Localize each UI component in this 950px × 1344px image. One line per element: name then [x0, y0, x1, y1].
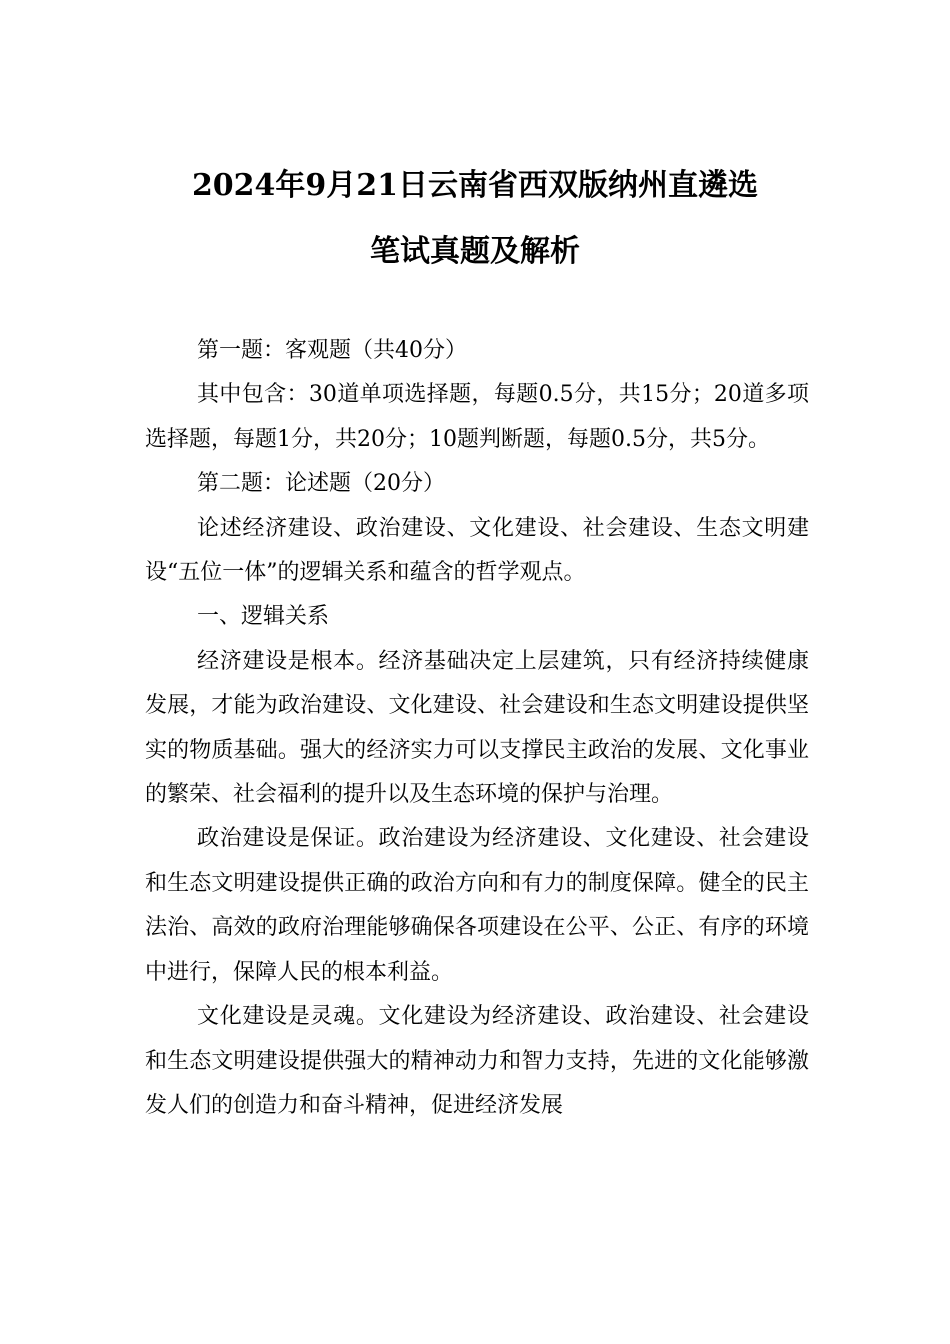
document-title-line-2: 笔试真题及解析 — [370, 234, 580, 269]
paragraph-section-one-heading: 第一题：客观题（共40分） — [197, 338, 467, 363]
document-body — [145, 329, 809, 1128]
paragraph-section-one-detail: 其中包含：30道单项选择题，每题0.5分，共15分；20道多项选择题，每题1分，共20分；10题判断题，每题0.5分，共5分。 — [145, 382, 809, 452]
paragraph-cultural: 文化建设是灵魂。文化建设为经济建设、政治建设、社会建设和生态文明建设提供强大的精神动力和智力支持，先进的文化能够激发人们的创造力和奋斗精神，促进经济发展 — [145, 1004, 809, 1118]
paragraph-section-two-heading: 第二题：论述题（20分） — [197, 471, 445, 497]
paragraph-economic: 经济建设是根本。经济基础决定上层建筑，只有经济持续健康发展，才能为政治建设、文化建设、社会建设和生态文明建设提供坚实的物质基础。强大的经济实力可以支撑民主政治的发展、文化事业的繁荣、社会福利的提升以及生态环境的保护与治理。 — [145, 648, 809, 808]
paragraph-essay-question: 论述经济建设、政治建设、文化建设、社会建设、生态文明建设“五位一体”的逻辑关系和蕴含的哲学观点。 — [145, 515, 809, 586]
paragraph-political: 政治建设是保证。政治建设为经济建设、文化建设、社会建设和生态文明建设提供正确的政治方向和有力的制度保障。健全的民主法治、高效的政府治理能够确保各项建设在公平、公正、有序的环境中进行，保障人民的根本利益。 — [145, 826, 809, 985]
document-title-line-1: 2024年9月21日云南省西双版纳州直遴选 — [191, 168, 759, 203]
paragraph-subheading-logic: 一、逻辑关系 — [197, 604, 330, 630]
